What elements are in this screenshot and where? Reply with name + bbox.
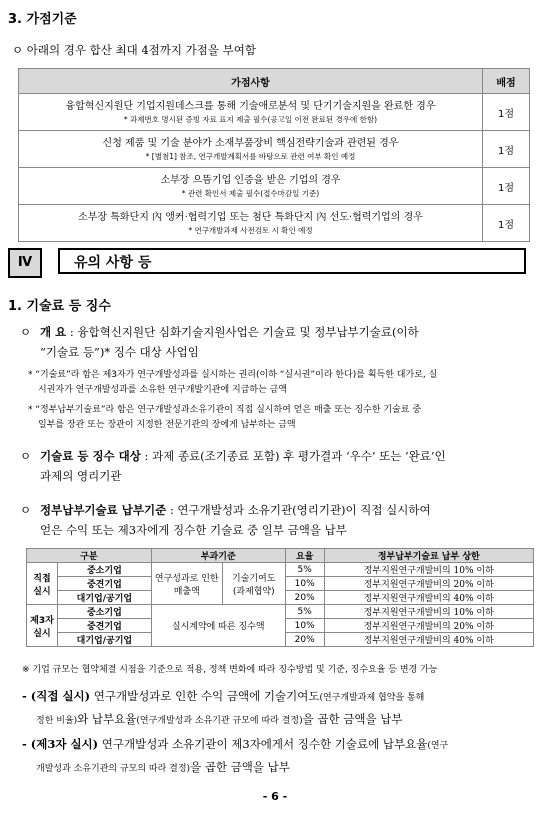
- section-title: 유의 사항 등: [58, 248, 526, 274]
- note-line: 시권자가 연구개발성과를 소유한 연구개발기관에 지급하는 금액: [38, 385, 288, 395]
- company-size: 중소기업: [58, 563, 152, 577]
- bonus-criteria-table: [18, 68, 530, 242]
- third-party-label: 제3자 실시: [27, 605, 58, 647]
- rate: 10%: [285, 577, 324, 591]
- direct-implementation-paragraph: [22, 686, 536, 732]
- paragraph-small: (연구개발성과 소유기관 규모에 따라 결정): [136, 716, 303, 726]
- bullet-icon: ㅇ: [20, 449, 32, 463]
- paragraph-text: 와 납부요율: [77, 712, 137, 726]
- overview-text: : 융합혁신지원단 심화기술지원사업은 기술료 및 정부납부기술료(이하: [66, 325, 419, 339]
- company-size: 대기업/공기업: [58, 591, 152, 605]
- bonus-score: 1점: [483, 131, 530, 168]
- target-text-cont: 과제의 영리기관: [40, 469, 122, 483]
- criteria-text: : 연구개발성과 소유기관(영리기관)이 직접 실시하여: [166, 503, 431, 517]
- table-row: [19, 205, 530, 242]
- company-size: 중소기업: [58, 605, 152, 619]
- bonus-item-main: 융합혁신지원단 기업지원데스크를 통해 기술애로분석 및 단기기술지원을 완료한 경우: [65, 100, 436, 112]
- header-limit: 정부납부기술료 납부 상한: [324, 549, 533, 563]
- paragraph-text: 연구개발성과 소유기관이 제3자에게서 징수한 기술료에 납부요율: [98, 737, 428, 751]
- bonus-intro: ㅇ 아래의 경우 합산 최대 4점까지 가점을 부여함: [12, 43, 256, 57]
- target-paragraph: [20, 446, 536, 486]
- bonus-item-main: 소부장 으뜸기업 인증을 받은 기업의 경우: [160, 174, 341, 186]
- bonus-item-note: * 과제번호 명시된 증빙 자료 표지 제출 필수(공고일 이전 완료된 경우에 한함): [123, 114, 378, 124]
- criteria-text-cont: 얻은 수익 또는 제3자에게 징수한 기술료 중 일부 금액을 납부: [40, 523, 347, 537]
- bonus-item-note: * 관련 확인서 제출 필수(접수마감일 기준): [181, 188, 320, 198]
- bonus-item-main: 소부장 특화단지 內 앵커·협력기업 또는 첨단 특화단지 內 선도·협력기업의 경우: [78, 211, 423, 223]
- third-party-heading: - (제3자 실시): [22, 737, 99, 751]
- overview-label: 개 요: [40, 325, 67, 339]
- bonus-score: 1점: [483, 168, 530, 205]
- bonus-score: 1점: [483, 205, 530, 242]
- limit: 정부지원연구개발비의 40% 이하: [324, 591, 533, 605]
- paragraph-text: 연구개발성과로 인한 수익 금액에 기술기여도: [90, 689, 320, 703]
- header-bonus-item: 가점사항: [19, 69, 483, 94]
- rate: 5%: [285, 605, 324, 619]
- company-size: 중견기업: [58, 577, 152, 591]
- paragraph-small: 정한 비율): [36, 716, 78, 726]
- note-line: 일부를 장관 또는 장관이 지정한 전문기관의 장에게 납부하는 금액: [38, 420, 296, 430]
- fee-table: [26, 548, 534, 647]
- direct-label: 직접 실시: [27, 563, 58, 605]
- bonus-score: 1점: [483, 94, 530, 131]
- rate: 10%: [285, 619, 324, 633]
- overview-text-cont: “기술료 등”)* 징수 대상 사업임: [40, 345, 199, 359]
- bullet-icon: ㅇ: [20, 503, 32, 517]
- criteria-label: 정부납부기술료 납부기준: [40, 503, 167, 517]
- third-party-paragraph: [22, 734, 536, 780]
- criteria-paragraph: [20, 500, 536, 540]
- direct-heading: - (직접 실시): [22, 689, 91, 703]
- rate: 20%: [285, 591, 324, 605]
- overview-paragraph: [20, 322, 536, 362]
- limit: 정부지원연구개발비의 10% 이하: [324, 563, 533, 577]
- page-number: - 6 -: [262, 790, 288, 803]
- section-heading-bonus: 3. 가점기준: [8, 12, 77, 27]
- target-text: : 과제 종료(조기종료 포함) 후 평가결과 ‘우수’ 또는 ‘완료’인: [140, 449, 446, 463]
- rate: 20%: [285, 633, 324, 647]
- bonus-item-note: * [별첨1] 참조, 연구개발계획서를 바탕으로 관련 여부 확인 예정: [145, 151, 356, 161]
- header-score: 배점: [483, 69, 530, 94]
- header-basis: 부과기준: [151, 549, 285, 563]
- header-rate: 요율: [285, 549, 324, 563]
- limit: 정부지원연구개발비의 20% 이하: [324, 619, 533, 633]
- bullet-icon: ㅇ: [20, 325, 32, 339]
- table-row: [19, 131, 530, 168]
- direct-contribution: 기술기여도 (과제협약): [222, 563, 285, 605]
- table-row: [27, 605, 534, 619]
- third-party-basis: 실시계약에 따른 징수액: [151, 605, 285, 647]
- company-size: 대기업/공기업: [58, 633, 152, 647]
- company-size: 중견기업: [58, 619, 152, 633]
- note-line: * “기술료”라 함은 제3자가 연구개발성과를 실시하는 권리(이하 “실시권”이라 한다)를 획득한 대가로, 실: [28, 370, 438, 380]
- header-category: 구분: [27, 549, 152, 563]
- paragraph-small: 개발성과 소유기관의 규모의 따라 결정): [36, 764, 191, 774]
- limit: 정부지원연구개발비의 20% 이하: [324, 577, 533, 591]
- definition-note: [28, 368, 536, 398]
- table-row: [19, 94, 530, 131]
- section-banner: [8, 248, 528, 278]
- table-footnote: ※ 기업 규모는 협약체결 시점을 기준으로 적용, 정책 변화에 따라 징수방법 및 기준, 징수요율 등 변경 가능: [22, 665, 438, 675]
- definition-note: [28, 403, 536, 433]
- note-line: * “정부납부기술료”라 함은 연구개발성과소유기관이 직접 실시하여 얻은 매출 또는 징수한 기술료 중: [28, 405, 422, 415]
- direct-basis: 연구성과로 인한 매출액: [151, 563, 222, 605]
- limit: 정부지원연구개발비의 10% 이하: [324, 605, 533, 619]
- section-number: Ⅳ: [8, 248, 42, 278]
- table-row: [27, 563, 534, 577]
- paragraph-small: (연구개발과제 협약을 통해: [319, 693, 425, 703]
- limit: 정부지원연구개발비의 40% 이하: [324, 633, 533, 647]
- rate: 5%: [285, 563, 324, 577]
- paragraph-text: 을 곱한 금액을 납부: [302, 712, 403, 726]
- table-row: [19, 168, 530, 205]
- bonus-item-main: 신청 제품 및 기술 분야가 소재부품장비 핵심전략기술과 관련된 경우: [102, 137, 399, 149]
- bonus-item-note: * 연구개발과제 사전검토 시 확인 예정: [188, 225, 313, 235]
- paragraph-text: 을 곱한 금액을 납부: [190, 760, 290, 774]
- paragraph-small: (연구: [427, 741, 449, 751]
- target-label: 기술료 등 징수 대상: [40, 449, 141, 463]
- subsection-heading-fees: 1. 기술료 등 징수: [8, 299, 111, 314]
